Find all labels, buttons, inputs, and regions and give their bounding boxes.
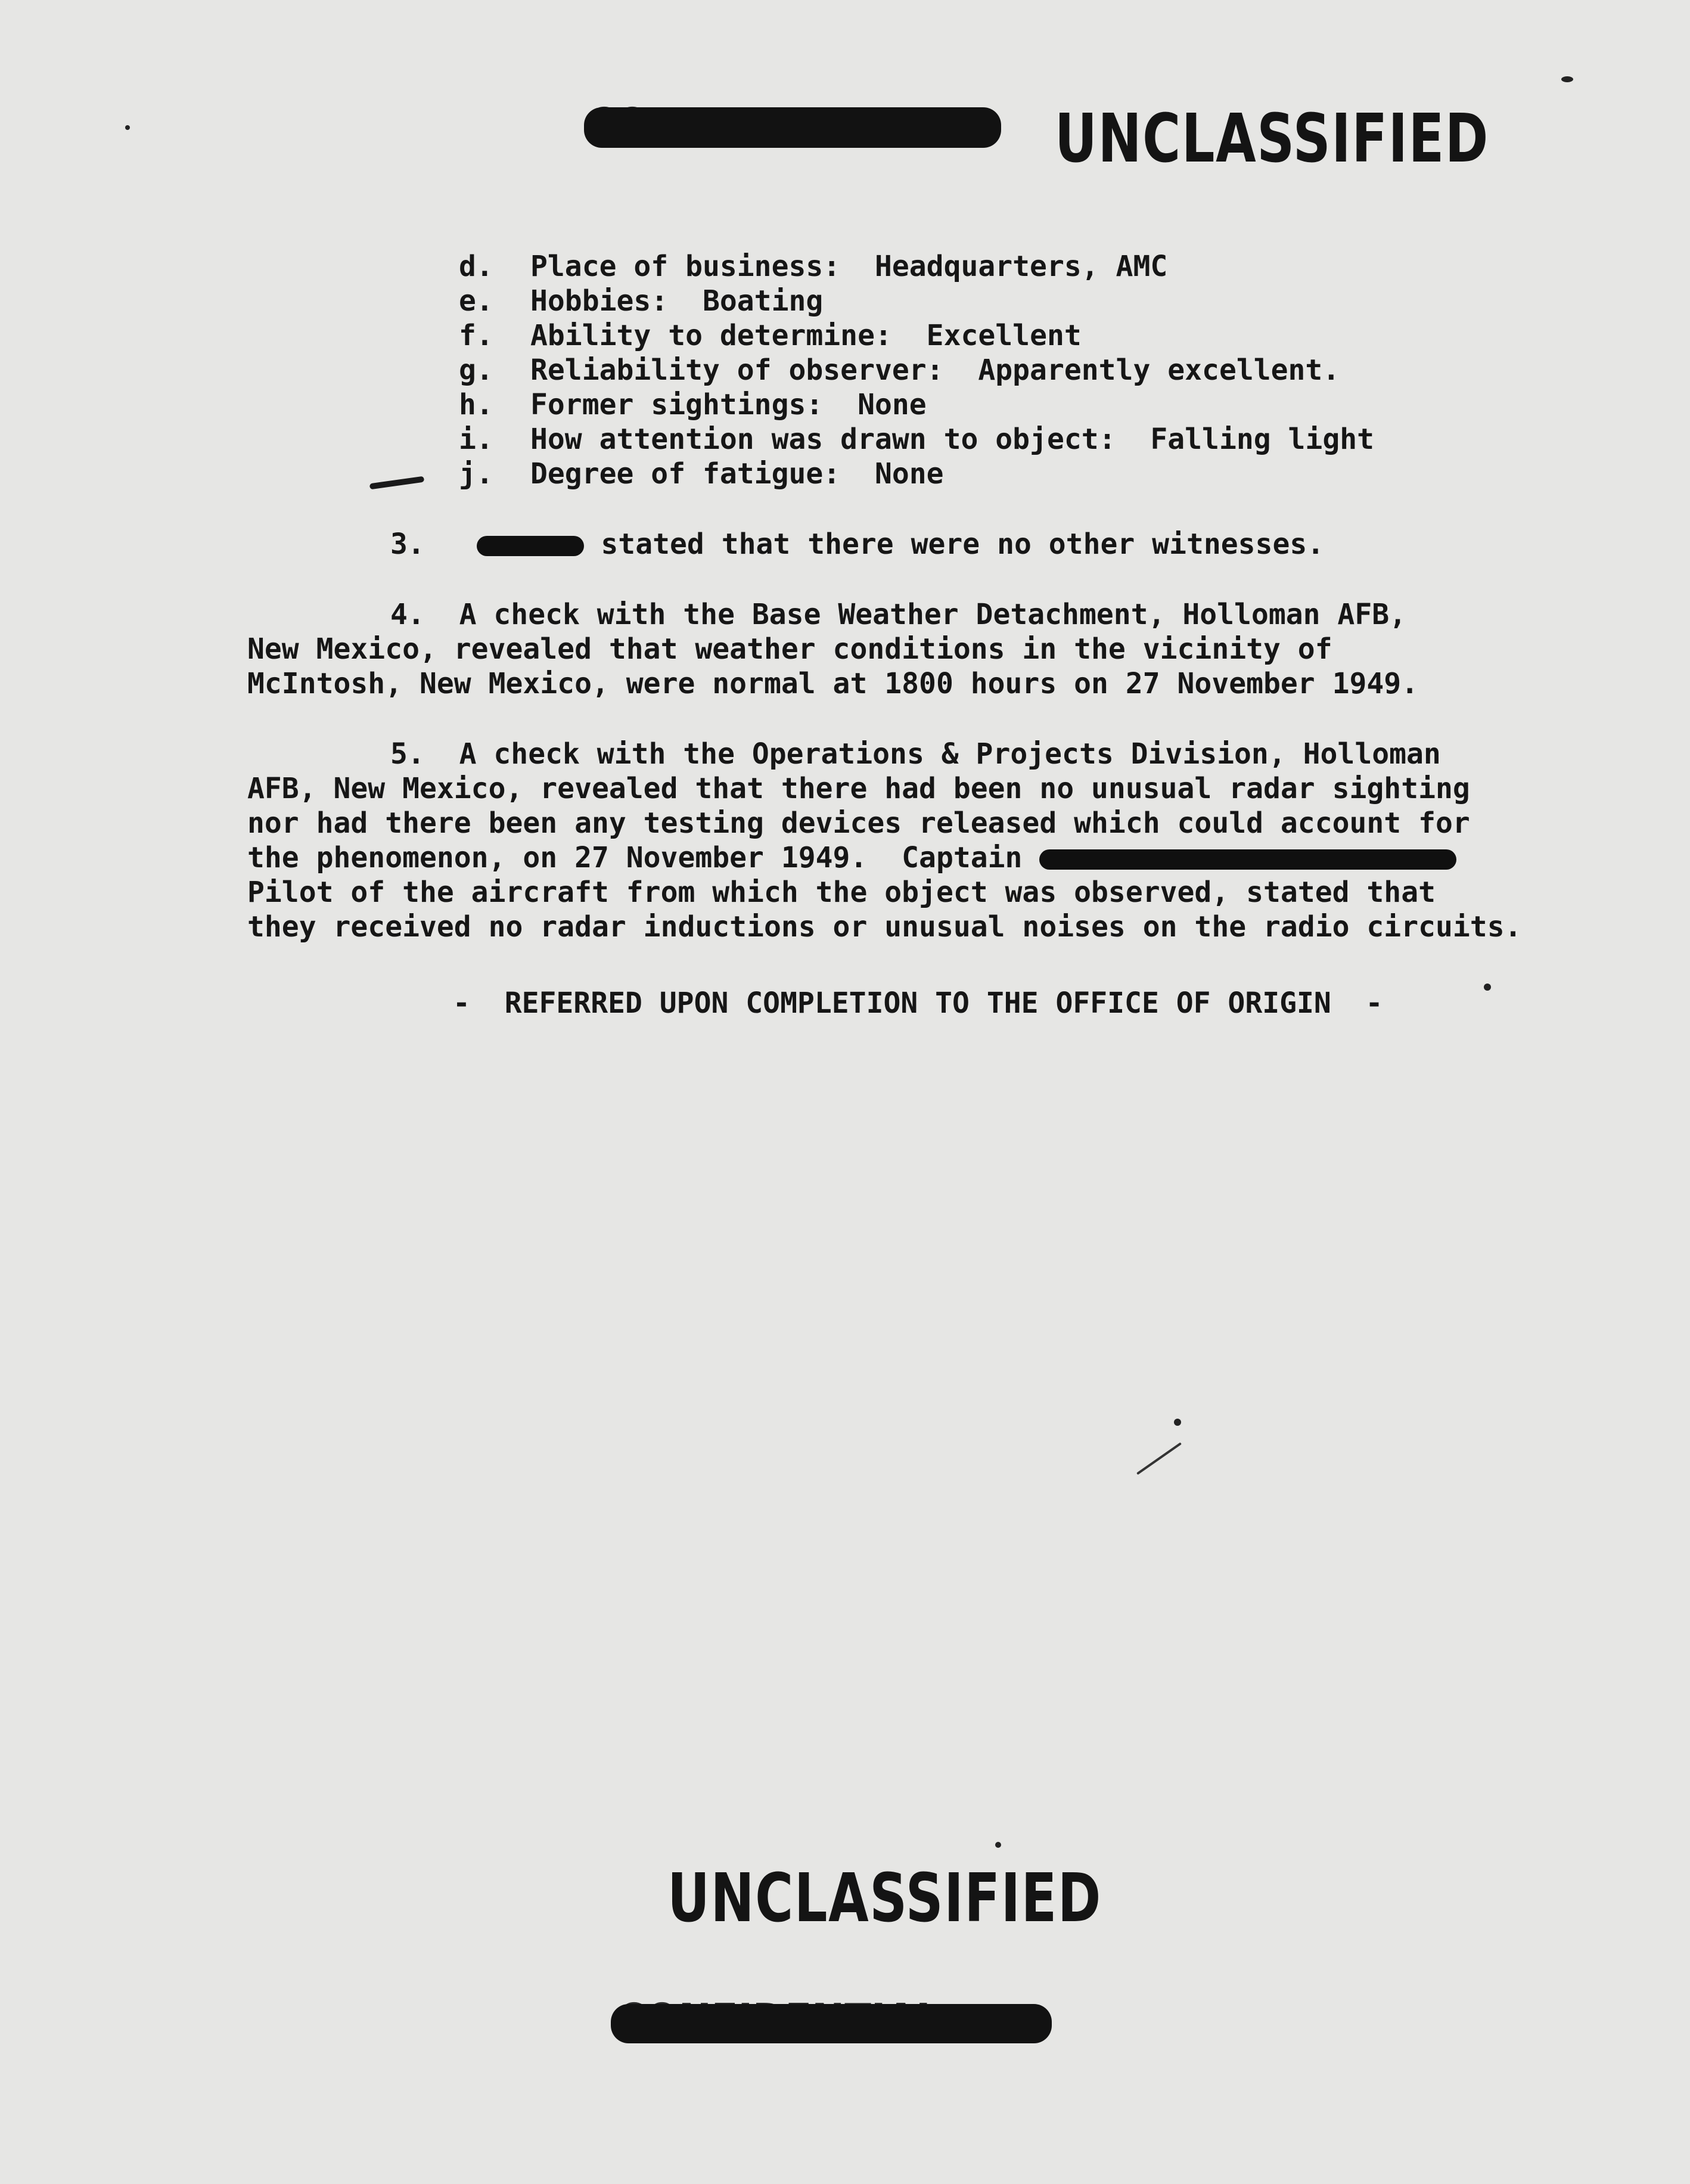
- paragraph-3: [390, 527, 1324, 561]
- item-e-text: [530, 284, 823, 318]
- speck: [1174, 1419, 1181, 1426]
- item-letter-g: g.: [459, 353, 493, 387]
- header-classification-stamp: UNCLASSIFIED: [1055, 100, 1489, 178]
- item-d-label: Place of business:: [530, 250, 841, 283]
- item-letter-h: h.: [459, 388, 493, 421]
- item-f-value: Excellent: [926, 319, 1082, 352]
- item-f-text: [530, 318, 1082, 353]
- paragraph-5-line-4: the phenomenon, on 27 November 1949. Captain: [247, 840, 1456, 875]
- paragraph-3-number: 3.: [390, 528, 425, 561]
- item-h-value: None: [858, 388, 927, 421]
- item-f-label: Ability to determine:: [530, 319, 892, 352]
- item-letter-d: d.: [459, 250, 493, 283]
- paragraph-4-line-1: 4. A check with the Base Weather Detachment, Holloman AFB,: [390, 598, 1407, 631]
- paragraph-5-line-6: they received no radar inductions or unusual noises on the radio circuits.: [247, 910, 1522, 944]
- item-g-value: Apparently excellent.: [978, 353, 1340, 387]
- item-letter-e: e.: [459, 284, 493, 318]
- stray-pencil-mark: [1136, 1442, 1182, 1475]
- redacted-name: [477, 536, 584, 556]
- paragraph-5-line-2: AFB, New Mexico, revealed that there had been no unusual radar sighting: [247, 772, 1470, 805]
- footer-strike-bar: [611, 2004, 1052, 2043]
- paragraph-4-line-2: New Mexico, revealed that weather conditions in the vicinity of: [247, 632, 1332, 666]
- item-g-text: [530, 353, 1340, 387]
- item-h-label: Former sightings:: [530, 388, 824, 421]
- item-letter-j: j.: [459, 457, 493, 491]
- paragraph-3-text: stated that there were no other witnesses.: [601, 528, 1325, 561]
- margin-pen-mark: [369, 476, 424, 490]
- speck: [1484, 984, 1491, 991]
- footer-classification-stamp: UNCLASSIFIED: [667, 1860, 1102, 1937]
- paragraph-4-number: 4.: [390, 598, 425, 631]
- item-d-text: [530, 249, 1167, 284]
- item-j-value: None: [874, 457, 944, 491]
- item-g-label: Reliability of observer:: [530, 353, 944, 387]
- item-i-value: Falling light: [1150, 423, 1375, 456]
- item-letter-i: i.: [459, 423, 493, 456]
- paragraph-5-line-3: nor had there been any testing devices released which could account for: [247, 806, 1470, 840]
- item-e-label: Hobbies:: [530, 284, 669, 318]
- item-i-text: [530, 422, 1374, 457]
- item-letter-f: f.: [459, 319, 493, 352]
- redacted-captain-name: [1039, 849, 1456, 870]
- item-h-text: [530, 387, 927, 422]
- paragraph-5-line-5: Pilot of the aircraft from which the object was observed, stated that: [247, 876, 1436, 909]
- item-d-value: Headquarters, AMC: [874, 250, 1168, 283]
- item-i-label: How attention was drawn to object:: [530, 423, 1116, 456]
- speck: [1561, 76, 1573, 82]
- referral-notice: - REFERRED UPON COMPLETION TO THE OFFICE OF ORIGIN -: [453, 986, 1383, 1020]
- header-strike-bar: [584, 107, 1001, 148]
- speck: [125, 125, 130, 130]
- item-j-label: Degree of fatigue:: [530, 457, 841, 491]
- paragraph-5-number: 5.: [390, 737, 425, 771]
- paragraph-5-line-1: 5. A check with the Operations & Projects Division, Holloman: [390, 737, 1441, 771]
- item-j-text: [530, 457, 944, 491]
- speck: [995, 1842, 1001, 1848]
- item-e-value: Boating: [702, 284, 824, 318]
- paragraph-4-line-3: McIntosh, New Mexico, were normal at 1800 hours on 27 November 1949.: [247, 667, 1419, 700]
